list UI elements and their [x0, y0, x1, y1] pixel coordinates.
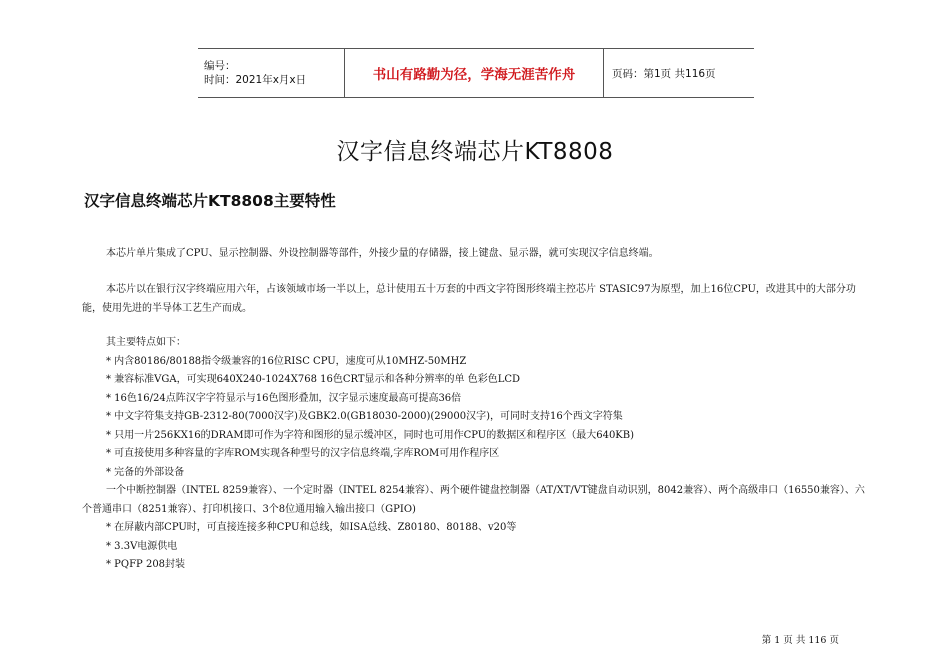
header-info [198, 49, 344, 97]
feature-item: * 在屏蔽内部CPU时，可直接连接多种CPU和总线，如ISA总线、Z80180、80188、v20等 [106, 522, 517, 533]
feature-item: * 16色16/24点阵汉字字符显示与16色图形叠加，汉字显示速度最高可提高36倍 [106, 392, 462, 404]
feature-item: * PQFP 208封装 [106, 559, 186, 570]
document-title: 汉字信息终端芯片KT8808 [336, 139, 614, 165]
date-label: 时间：2021年x月x日 [204, 74, 307, 86]
feature-item: * 内含80186/80188指令级兼容的16位RISC CPU，速度可从10MHZ-50MHZ [106, 355, 467, 367]
feature-item: * 可直接使用多种容量的字库ROM实现各种型号的汉字信息终端,字库ROM可用作程序区 [106, 448, 500, 459]
feature-item: * 中文字符集支持GB-2312-80(7000汉字)及GBK2.0(GB18030-2000)(29000汉字)，可同时支持16个西文字符集 [106, 411, 623, 422]
feature-list [82, 334, 872, 575]
feature-item: * 完备的外部设备 [106, 466, 185, 478]
page-label: 页码：第1页 共116页 [612, 67, 716, 80]
features-intro: 其主要特点如下： [106, 337, 186, 348]
paragraph-background [82, 281, 872, 318]
paragraph-text: 本芯片以在银行汉字终端应用六年，占该领域市场一半以上，总计使用五十万套的中西文字符图形终端主控芯片 STASIC97为原型，加上16位CPU，改进其中的大部分功能，使用先进的半导体工艺生产而成。 [82, 284, 856, 314]
feature-item: * 兼容标准VGA，可实现640X240-1024X768 16色CRT显示和各种分辨率的单 色彩色LCD [106, 374, 521, 385]
paragraph-intro [82, 245, 872, 264]
header-motto-cell [344, 49, 604, 97]
peripherals-description: 一个中断控制器（INTEL 8259兼容）、一个定时器（INTEL 8254兼容）、两个硬件键盘控制器（AT/XT/VT键盘自动识别，8042兼容）、两个高级串口（16550兼容）、六个普通串口（8251兼容）、打印机接口、3个8位通用输入输出接口（GPIO) [82, 485, 865, 515]
motto-text: 书山有路勤为径，学海无涯苦作舟 [372, 67, 576, 83]
section-title: 汉字信息终端芯片KT8808主要特性 [84, 192, 336, 210]
paragraph-text: 本芯片单片集成了CPU、显示控制器、外设控制器等部件，外接少量的存储器，接上键盘、显示器，就可实现汉字信息终端。 [106, 248, 659, 259]
page-header [198, 48, 754, 98]
header-page-cell [604, 49, 754, 97]
feature-item: * 3.3V电源供电 [106, 540, 178, 552]
page-footer: 第 1 页 共 116 页 [761, 635, 839, 646]
number-label: 编号： [204, 60, 236, 72]
peripherals-text [82, 482, 872, 519]
feature-item: * 只用一片256KX16的DRAM即可作为字符和图形的显示缓冲区，同时也可用作CPU的数据区和程序区（最大640KB) [106, 429, 635, 441]
